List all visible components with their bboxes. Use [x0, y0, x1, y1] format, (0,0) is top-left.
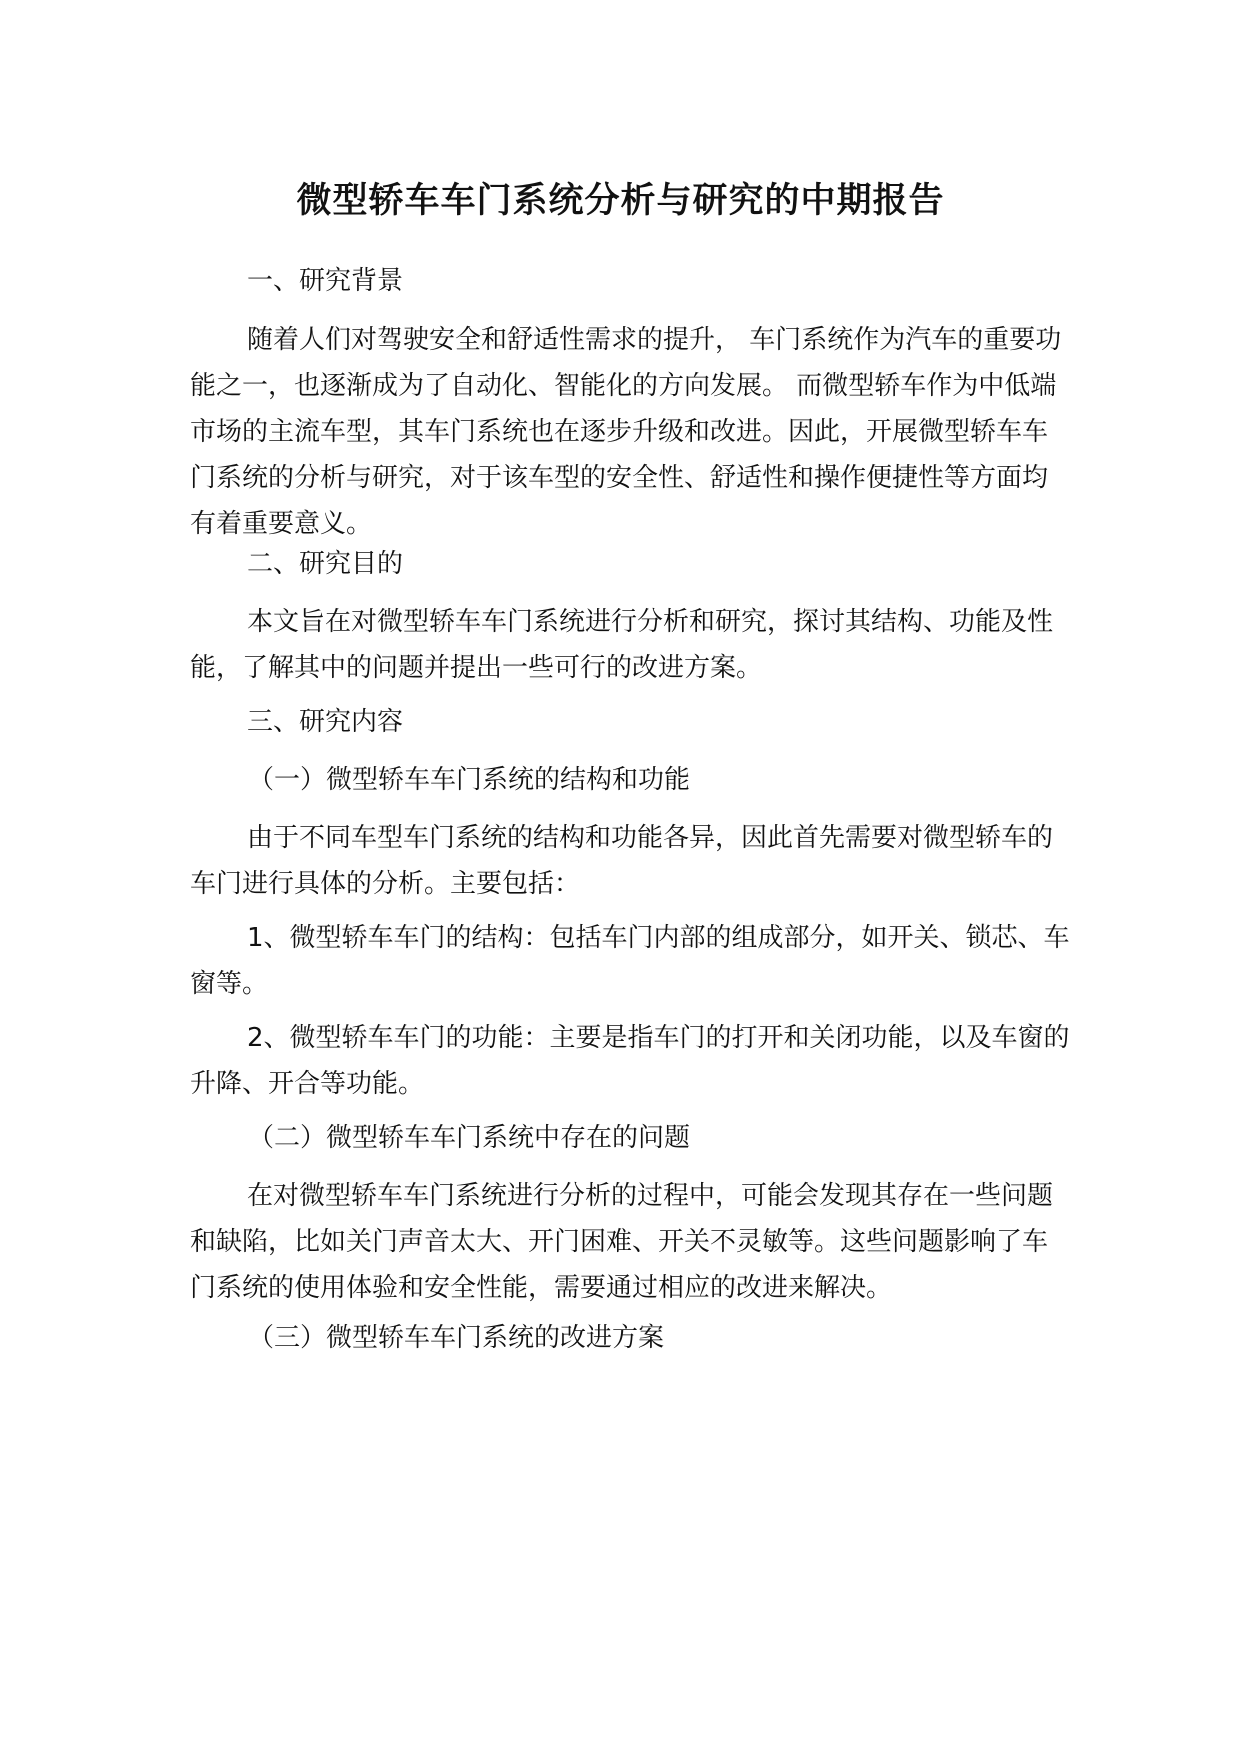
list-item-structure: 1、微型轿车车门的结构：包括车门内部的组成部分，如开关、锁芯、车窗等。: [190, 923, 1070, 999]
section-heading-purpose: 二、研究目的: [247, 549, 404, 579]
subsection-heading-improvements: （三）微型轿车车门系统的改进方案: [248, 1323, 665, 1353]
paragraph-problems: 在对微型轿车车门系统进行分析的过程中，可能会发现其存在一些问题和缺陷，比如关门声音太大、开门困难、开关不灵敏等。这些问题影响了车门系统的使用体验和安全性能，需要通过相应的改进来解决。: [190, 1181, 1054, 1303]
paragraph-background: 随着人们对驾驶安全和舒适性需求的提升， 车门系统作为汽车的重要功能之一，也逐渐成为了自动化、智能化的方向发展。 而微型轿车作为中低端市场的主流车型，其车门系统也在逐步升级和改进。因此，开展微型轿车车门系统的分析与研究，对于该车型的安全性、舒适性和操作便捷性等方面均有着重要意义。: [190, 325, 1062, 539]
paragraph-purpose: 本文旨在对微型轿车车门系统进行分析和研究，探讨其结构、功能及性能，了解其中的问题并提出一些可行的改进方案。: [190, 607, 1054, 683]
document-title: 微型轿车车门系统分析与研究的中期报告: [296, 181, 945, 221]
section-heading-background: 一、研究背景: [247, 266, 404, 296]
subsection-heading-problems: （二）微型轿车车门系统中存在的问题: [248, 1123, 691, 1153]
list-item-function: 2、微型轿车车门的功能：主要是指车门的打开和关闭功能，以及车窗的升降、开合等功能。: [190, 1023, 1070, 1099]
section-heading-content: 三、研究内容: [247, 707, 404, 737]
paragraph-structure-intro: 由于不同车型车门系统的结构和功能各异，因此首先需要对微型轿车的车门进行具体的分析。主要包括：: [190, 823, 1054, 899]
subsection-heading-structure: （一）微型轿车车门系统的结构和功能: [248, 765, 691, 795]
